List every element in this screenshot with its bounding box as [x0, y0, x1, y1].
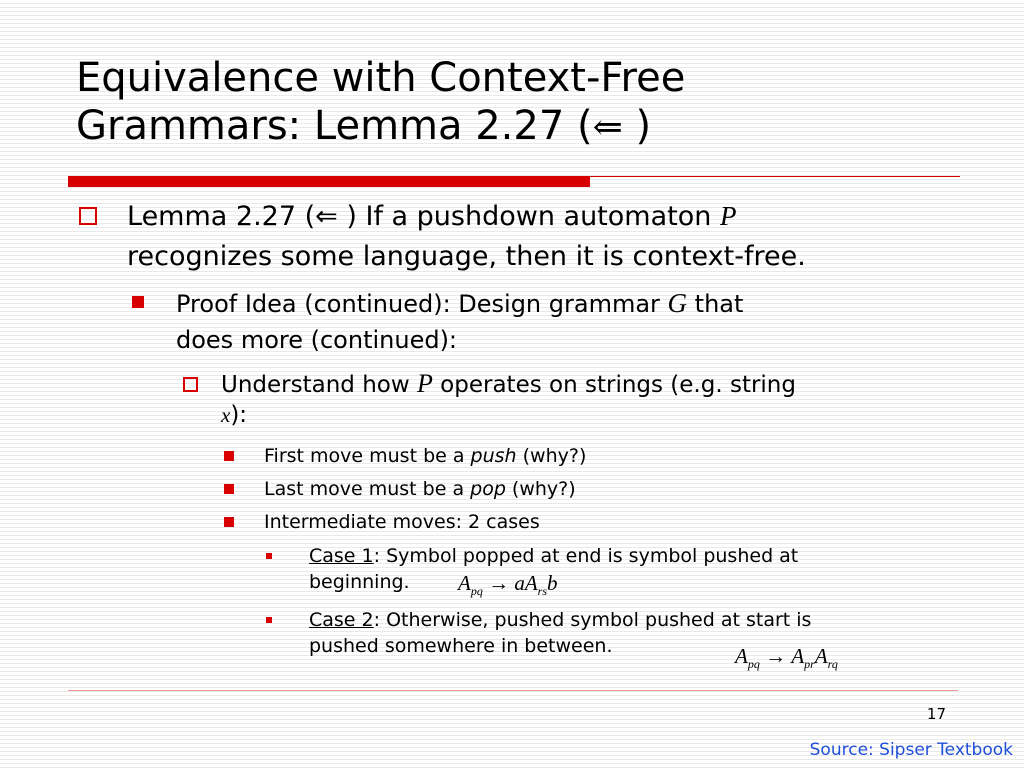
- small-square-bullet-icon: [266, 617, 272, 623]
- math-var-g: G: [667, 288, 688, 318]
- formula-case2: [735, 644, 838, 672]
- right-arrow-icon: →: [482, 571, 515, 595]
- understand-line2-suffix: ):: [230, 402, 248, 428]
- bullet-intermediate: Intermediate moves: 2 cases: [264, 511, 540, 533]
- last-move-suffix: (why?): [505, 478, 576, 500]
- formula-subscript: pq: [470, 584, 483, 599]
- filled-square-bullet-icon: [224, 451, 234, 461]
- math-var-x: x: [221, 403, 231, 427]
- formula-symbol: b: [547, 571, 558, 595]
- proof-idea-suffix: that: [687, 290, 744, 318]
- formula-symbol: A: [458, 571, 471, 595]
- case1-line2: beginning.: [309, 571, 410, 593]
- case1-text: : Symbol popped at end is symbol pushed at: [373, 545, 799, 567]
- formula-subscript: pr: [804, 657, 815, 672]
- understand-suffix: operates on strings (e.g. string: [432, 372, 796, 398]
- formula-case1: [458, 571, 558, 599]
- right-arrow-icon: →: [759, 644, 792, 668]
- bullet-level3: [221, 369, 1001, 430]
- source-credit: Source: Sipser Textbook: [809, 740, 1013, 760]
- bullet-level1-line1: [127, 196, 1007, 237]
- case2-line2: pushed somewhere in between.: [309, 635, 613, 657]
- title-underline-thin: [590, 176, 960, 177]
- formula-subscript: rq: [827, 657, 838, 672]
- case1-line1: [309, 543, 1009, 569]
- left-double-arrow-icon: ⇐: [315, 201, 338, 232]
- formula-symbol: A: [524, 571, 538, 595]
- math-var-p: P: [719, 201, 737, 231]
- case2-label: Case 2: [309, 609, 374, 631]
- formula-subscript: pq: [747, 657, 760, 672]
- understand-text: Understand how: [221, 372, 417, 398]
- first-move-suffix: (why?): [516, 445, 587, 467]
- slide-title-line1: Equivalence with Context-Free: [76, 55, 686, 101]
- filled-square-bullet-icon: [132, 296, 144, 308]
- last-move-text: Last move must be a: [264, 478, 471, 500]
- bullet-level1: [127, 196, 1007, 277]
- bullet-level2-line2: does more (continued):: [176, 326, 458, 354]
- filled-square-bullet-icon: [224, 517, 234, 527]
- case2-text: : Otherwise, pushed symbol pushed at start is: [373, 609, 812, 631]
- slide-title: [76, 54, 956, 152]
- lemma-text-middle: ) If a pushdown automaton: [337, 201, 720, 232]
- slide-title-line2-text: Grammars: Lemma 2.27 (: [76, 103, 593, 149]
- title-underline-bar: [68, 176, 590, 187]
- bullet-case1: [309, 543, 1009, 595]
- first-move-text: First move must be a: [264, 445, 471, 467]
- bullet-level2: [176, 285, 996, 358]
- bullet-level1-line2: recognizes some language, then it is context-free.: [127, 241, 806, 272]
- footer-rule: [68, 690, 958, 691]
- bullet-level3-line2: [221, 400, 1001, 430]
- formula-subscript: rs: [537, 584, 547, 599]
- formula-symbol: A: [735, 644, 748, 668]
- proof-idea-text: Proof Idea (continued): Design grammar: [176, 290, 668, 318]
- formula-symbol: A: [791, 644, 805, 668]
- lemma-text: Lemma 2.27 (: [127, 201, 316, 232]
- bullet-level3-line1: [221, 369, 1001, 400]
- bullet-level2-line1: [176, 285, 996, 322]
- hollow-square-bullet-icon: [183, 377, 198, 392]
- pop-emphasis: pop: [470, 478, 506, 500]
- slide-title-line2: [76, 102, 956, 152]
- left-double-arrow-icon: ⇐: [592, 107, 623, 148]
- case2-line1: [309, 607, 1009, 633]
- hollow-square-bullet-icon: [79, 207, 97, 225]
- bullet-case2: [309, 607, 1009, 659]
- math-var-p: P: [416, 369, 433, 398]
- slide-title-line2-suffix: ): [622, 103, 652, 149]
- page-number: 17: [926, 705, 946, 723]
- push-emphasis: push: [470, 445, 517, 467]
- bullet-first-move: [264, 443, 964, 469]
- case1-label: Case 1: [309, 545, 374, 567]
- formula-symbol: a: [514, 571, 525, 595]
- small-square-bullet-icon: [266, 553, 272, 559]
- filled-square-bullet-icon: [224, 484, 234, 494]
- formula-symbol: A: [814, 644, 828, 668]
- bullet-last-move: [264, 476, 964, 502]
